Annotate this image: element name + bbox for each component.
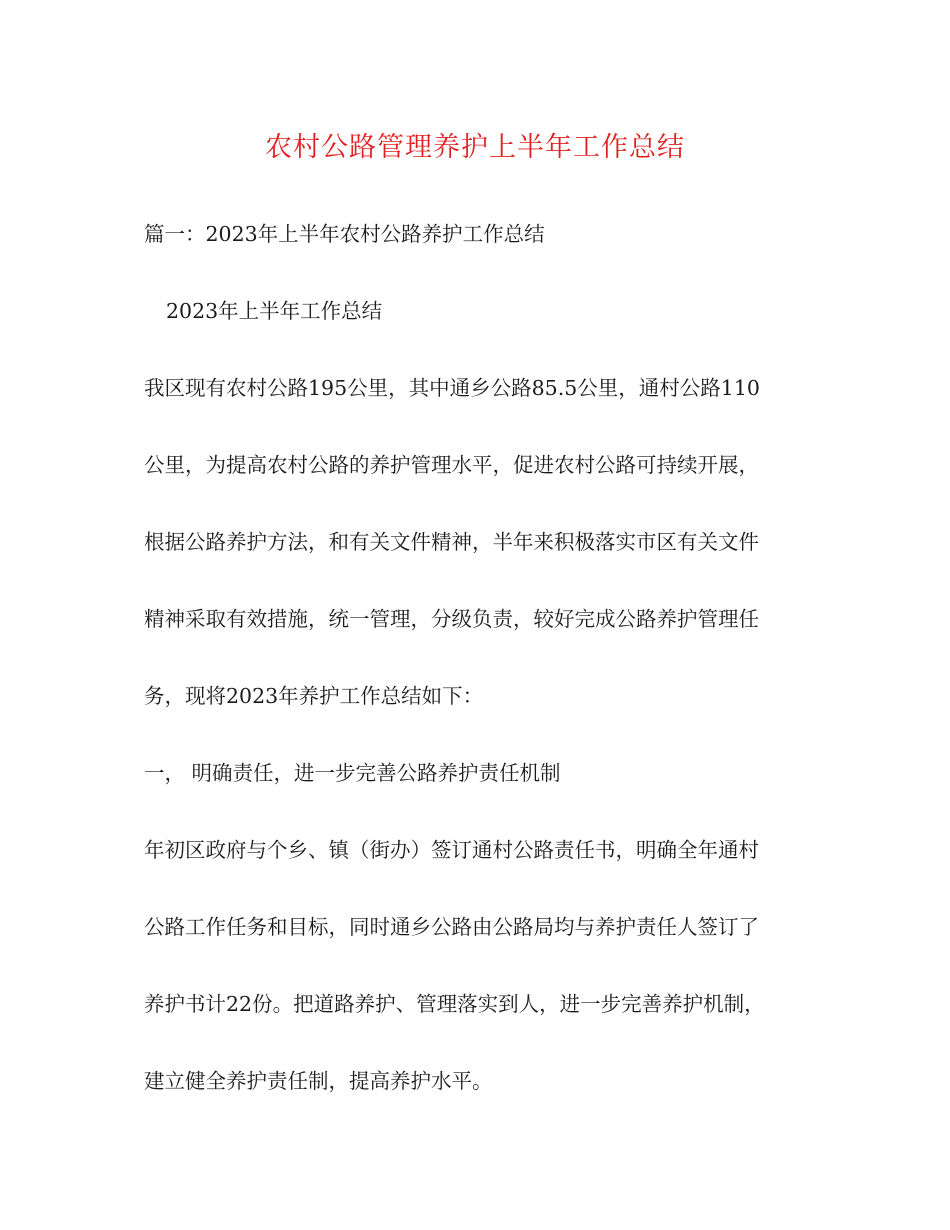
paragraph-line: 精神采取有效措施，统一管理，分级负责，较好完成公路养护管理任	[144, 607, 759, 631]
paragraph-line: 务，现将2023年养护工作总结如下：	[144, 684, 484, 708]
paragraph-line: 根据公路养护方法，和有关文件精神，半年来积极落实市区有关文件	[144, 530, 759, 554]
paragraph-line: 公里，为提高农村公路的养护管理水平，促进农村公路可持续开展，	[144, 453, 759, 477]
paragraph-line: 年初区政府与个乡、镇（街办）签订通村公路责任书，明确全年通村	[144, 838, 759, 862]
paragraph-line: 我区现有农村公路195公里，其中通乡公路85.5公里，通村公路110	[144, 376, 760, 400]
subtitle: 2023年上半年工作总结	[166, 299, 383, 323]
section-heading: 一， 明确责任，进一步完善公路养护责任机制	[144, 761, 561, 785]
paragraph-line: 公路工作任务和目标，同时通乡公路由公路局均与养护责任人签订了	[144, 915, 759, 939]
section-heading: 篇一：2023年上半年农村公路养护工作总结	[144, 222, 545, 246]
document-title: 农村公路管理养护上半年工作总结	[265, 132, 685, 163]
document-body	[144, 214, 804, 1138]
paragraph-line: 建立健全养护责任制，提高养护水平。	[144, 1069, 493, 1093]
paragraph-line: 养护书计22份。把道路养护、管理落实到人，进一步完善养护机制，	[144, 992, 765, 1016]
